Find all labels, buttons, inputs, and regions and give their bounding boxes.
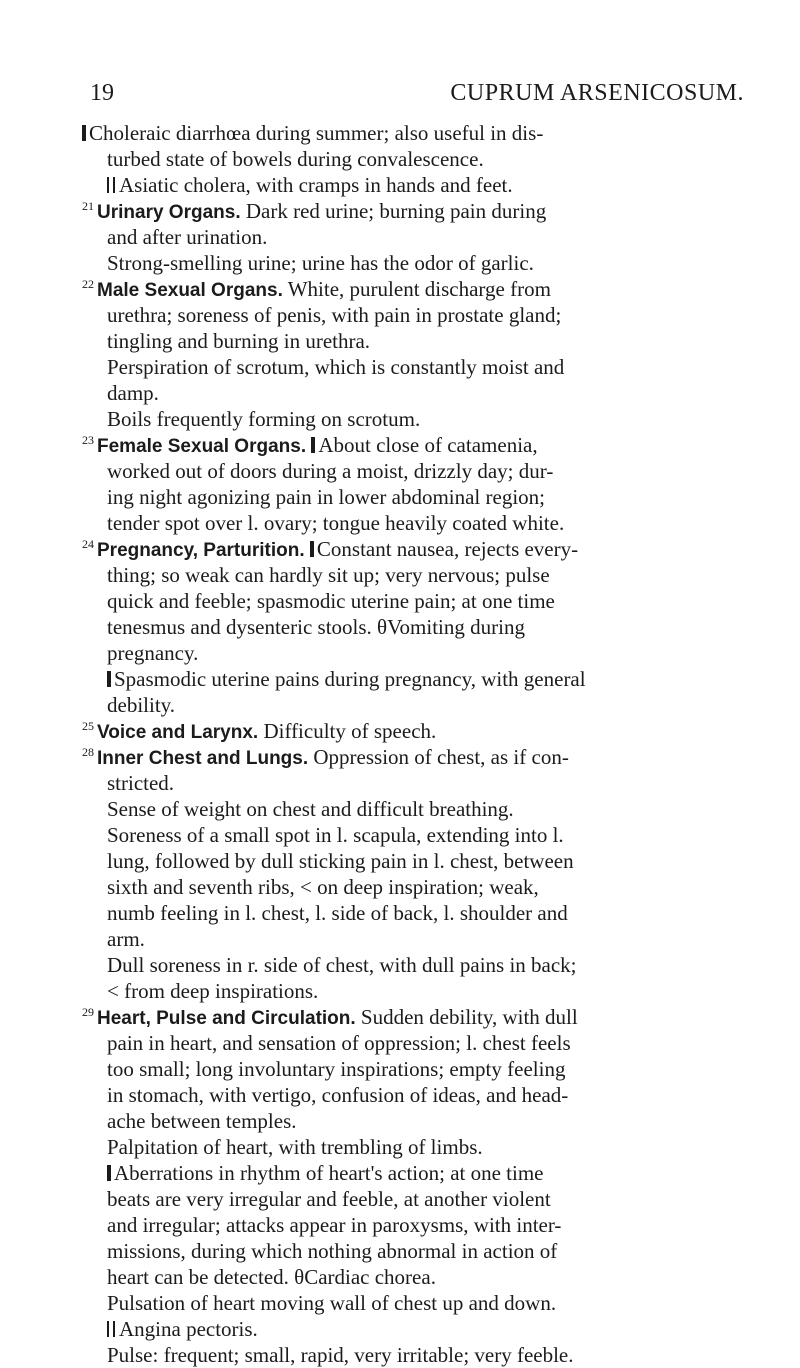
emphasis-mark (107, 1165, 111, 1181)
text-line: tenesmus and dysenteric stools. θVomiting during (107, 615, 525, 639)
text-line: and after urination. (107, 225, 268, 249)
text-line: damp. (107, 381, 159, 405)
text-line: Pulsation of heart moving wall of chest up and down. (107, 1291, 557, 1315)
section-heading: Female Sexual Organs. (97, 436, 307, 457)
page-header (90, 80, 744, 110)
text-line: tingling and burning in urethra. (107, 329, 371, 353)
text-line: in stomach, with vertigo, confusion of ideas, and head- (107, 1083, 569, 1107)
text-line: Pulse: frequent; small, rapid, very irritable; very feeble. (107, 1343, 574, 1367)
text-line: Palpitation of heart, with trembling of limbs. (107, 1135, 483, 1159)
emphasis-mark (82, 125, 86, 141)
text-line: sixth and seventh ribs, < on deep inspiration; weak, (107, 875, 539, 899)
emphasis-mark (107, 1321, 109, 1337)
text-line: Choleraic diarrhœa during summer; also useful in dis- (82, 120, 543, 146)
section-female-sexual: $^{23}$ Female Sexual Organs. About close of catamenia, (82, 433, 538, 457)
section-heading: Voice and Larynx. (97, 722, 259, 743)
emphasis-mark (113, 1321, 115, 1337)
text-line: stricted. (107, 771, 175, 795)
section-heading: Heart, Pulse and Circulation. (97, 1008, 356, 1029)
text-line: ing night agonizing pain in lower abdominal region; (107, 485, 545, 509)
section-heart: $^{29}$ Heart, Pulse and Circulation. Sudden debility, with dull (82, 1005, 578, 1029)
text-line: beats are very irregular and feeble, at another violent (107, 1187, 551, 1211)
text-line: missions, during which nothing abnormal in action of (107, 1239, 558, 1263)
emphasis-mark (107, 671, 111, 687)
text-line: urethra; soreness of penis, with pain in prostate gland; (107, 303, 562, 327)
emphasis-mark (310, 541, 314, 557)
section-heading: Urinary Organs. (97, 202, 241, 223)
text-line: Angina pectoris. (107, 1316, 258, 1342)
section-voice: $^{25}$ Voice and Larynx. Difficulty of speech. (82, 719, 437, 743)
emphasis-mark (113, 177, 115, 193)
text-line: Aberrations in rhythm of heart's action; at one time (107, 1160, 544, 1186)
emphasis-mark (107, 177, 109, 193)
text-line: lung, followed by dull sticking pain in l. chest, between (107, 849, 574, 873)
text-line: quick and feeble; spasmodic uterine pain; at one time (107, 589, 555, 613)
text-line: Asiatic cholera, with cramps in hands and feet. (107, 172, 513, 198)
emphasis-mark (311, 437, 315, 453)
section-chest: $^{28}$ Inner Chest and Lungs. Oppression of chest, as if con- (82, 745, 569, 769)
text-line: Dull soreness in r. side of chest, with dull pains in back; (107, 953, 577, 977)
section-heading: Inner Chest and Lungs. (97, 748, 309, 769)
section-urinary: $^{21}$ Urinary Organs. Dark red urine; burning pain during (82, 199, 547, 223)
text-line: ache between temples. (107, 1109, 297, 1133)
text-line: tender spot over l. ovary; tongue heavily coated white. (107, 511, 565, 535)
text-line: < from deep inspirations. (107, 979, 319, 1003)
text-line: Strong-smelling urine; urine has the odor of garlic. (107, 251, 534, 275)
text-line: thing; so weak can hardly sit up; very nervous; pulse (107, 563, 550, 587)
section-male-sexual: $^{22}$ Male Sexual Organs. White, purulent discharge from (82, 277, 551, 301)
text-line: pregnancy. (107, 641, 199, 665)
text-line: and irregular; attacks appear in paroxysms, with inter- (107, 1213, 562, 1237)
text-line: worked out of doors during a moist, drizzly day; dur- (107, 459, 554, 483)
text-line: turbed state of bowels during convalescence. (107, 147, 484, 171)
section-heading: Pregnancy, Parturition. (97, 540, 305, 561)
text-line: Sense of weight on chest and difficult breathing. (107, 797, 514, 821)
page-number: 19 (90, 80, 114, 106)
running-title: CUPRUM ARSENICOSUM. (450, 80, 744, 106)
text-line: Spasmodic uterine pains during pregnancy, with general (107, 666, 586, 692)
text-line: heart can be detected. θCardiac chorea. (107, 1265, 436, 1289)
text-line: Soreness of a small spot in l. scapula, extending into l. (107, 823, 564, 847)
section-pregnancy: $^{24}$ Pregnancy, Parturition. Constant nausea, rejects every- (82, 537, 579, 561)
text-line: Perspiration of scrotum, which is constantly moist and (107, 355, 565, 379)
text-line: debility. (107, 693, 176, 717)
text-line: arm. (107, 927, 145, 951)
section-heading: Male Sexual Organs. (97, 280, 283, 301)
text-line: numb feeling in l. chest, l. side of back, l. shoulder and (107, 901, 568, 925)
text-line: too small; long involuntary inspirations; empty feeling (107, 1057, 566, 1081)
text-line: pain in heart, and sensation of oppression; l. chest feels (107, 1031, 571, 1055)
text-line: Boils frequently forming on scrotum. (107, 407, 421, 431)
